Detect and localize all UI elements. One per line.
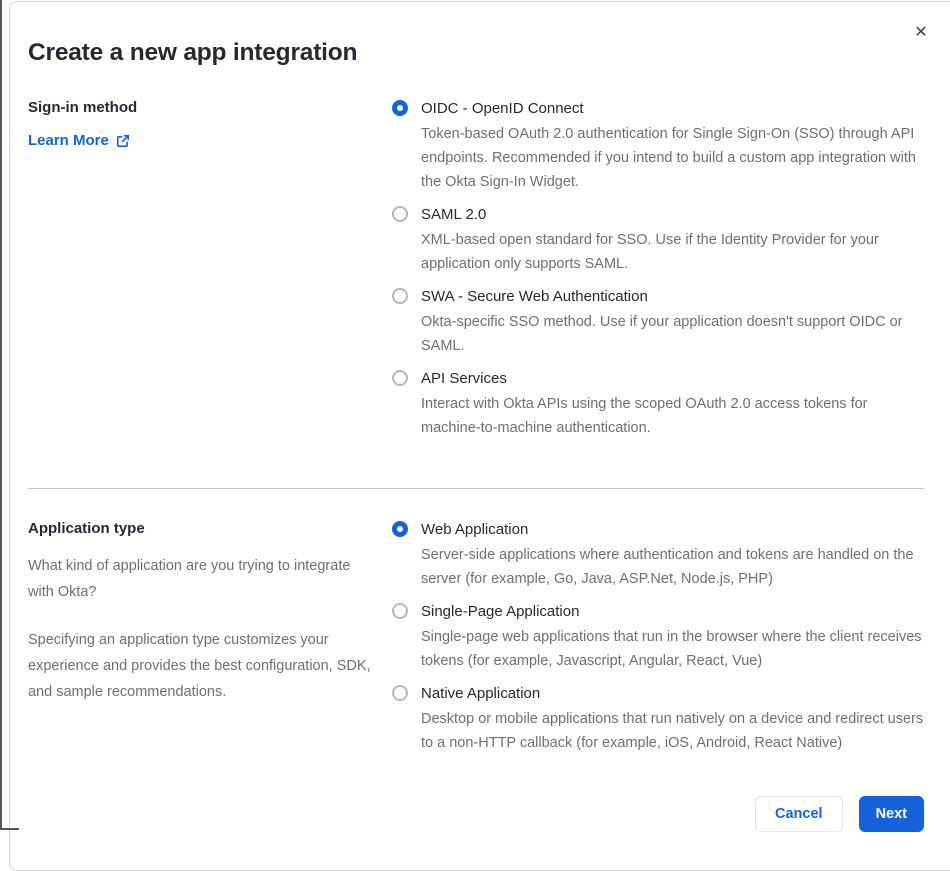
next-button[interactable]: Next xyxy=(859,796,924,832)
radio-option-saml[interactable] xyxy=(391,204,924,276)
radio-option-label[interactable]: SAML 2.0 xyxy=(421,206,487,223)
radio-option-description: Server-side applications where authentication and tokens are handled on the server (for example, Go, Java, ASP.Net, Node.js, PHP) xyxy=(421,547,914,587)
signin-method-heading: Sign-in method xyxy=(28,99,138,116)
radio-option-native-application[interactable] xyxy=(391,683,924,755)
radio-option-single-page-application[interactable] xyxy=(391,601,924,673)
learn-more-label: Learn More xyxy=(28,132,109,149)
radio-option-description: Desktop or mobile applications that run natively on a device and redirect users to a non-HTTP callback (for example, iOS, Android, React Native) xyxy=(421,711,924,751)
radio-option-label[interactable]: API Services xyxy=(421,370,507,387)
create-app-integration-modal xyxy=(9,1,950,871)
radio-option-description: Okta-specific SSO method. Use if your application doesn't support OIDC or SAML. xyxy=(421,314,903,354)
page-edge-left xyxy=(0,0,2,830)
radio-option-web-application[interactable] xyxy=(391,519,924,591)
radio-option-description: Interact with Okta APIs using the scoped OAuth 2.0 access tokens for machine-to-machine authentication. xyxy=(421,396,868,436)
application-type-section xyxy=(28,519,924,765)
radio-selected-icon[interactable] xyxy=(392,521,408,537)
radio-unselected-icon[interactable] xyxy=(392,370,408,386)
application-type-heading: Application type xyxy=(28,520,145,537)
radio-unselected-icon[interactable] xyxy=(392,206,408,222)
radio-option-oidc[interactable] xyxy=(391,98,924,194)
radio-option-label[interactable]: Single-Page Application xyxy=(421,603,580,620)
modal-footer xyxy=(28,796,924,832)
external-link-icon xyxy=(116,134,130,148)
close-icon[interactable]: ✕ xyxy=(906,18,936,48)
radio-option-label[interactable]: SWA - Secure Web Authentication xyxy=(421,288,648,305)
radio-option-label[interactable]: OIDC - OpenID Connect xyxy=(421,100,584,117)
radio-option-label[interactable]: Native Application xyxy=(421,685,541,702)
section-divider xyxy=(28,488,924,489)
radio-option-description: Token-based OAuth 2.0 authentication for Single Sign-On (SSO) through API endpoints. Recommended if you intend to build a custom app integration with the Okta Sign-In Widget. xyxy=(421,126,916,190)
radio-selected-icon[interactable] xyxy=(392,100,408,116)
signin-method-section xyxy=(28,98,924,450)
radio-option-label[interactable]: Web Application xyxy=(421,521,529,538)
modal-title: Create a new app integration xyxy=(28,39,358,66)
radio-option-description: Single-page web applications that run in the browser where the client receives tokens (for example, Javascript, Angular, React, Vue) xyxy=(421,629,922,669)
application-type-paragraph: What kind of application are you trying to integrate with Okta? xyxy=(28,558,351,600)
application-type-paragraph: Specifying an application type customizes your experience and provides the best configuration, SDK, and sample recommendations. xyxy=(28,632,371,700)
radio-option-api-services[interactable] xyxy=(391,368,924,440)
radio-option-description: XML-based open standard for SSO. Use if the Identity Provider for your application only supports SAML. xyxy=(421,232,879,272)
radio-unselected-icon[interactable] xyxy=(392,288,408,304)
radio-unselected-icon[interactable] xyxy=(392,685,408,701)
radio-unselected-icon[interactable] xyxy=(392,603,408,619)
radio-option-swa[interactable] xyxy=(391,286,924,358)
cancel-button[interactable]: Cancel xyxy=(755,796,843,832)
learn-more-link[interactable] xyxy=(28,132,130,149)
